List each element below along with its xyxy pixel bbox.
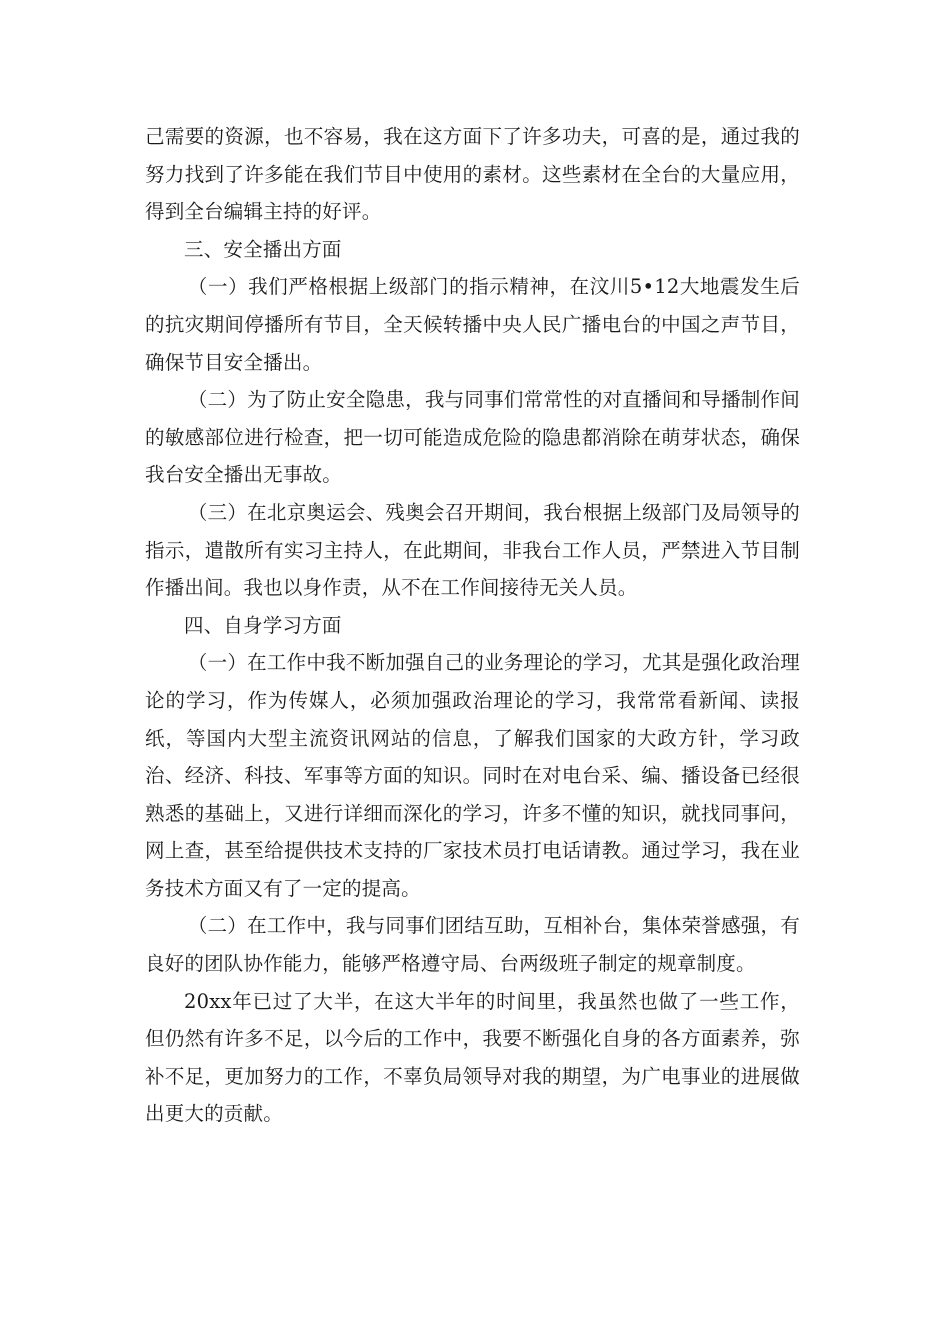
- paragraph-self-study-2: （二）在工作中，我与同事们团结互助，互相补台，集体荣誉感强，有良好的团队协作能力，能够严格遵守局、台两级班子制定的规章制度。: [145, 914, 800, 976]
- paragraph-safe-broadcast-2: （二）为了防止安全隐患，我与同事们常常性的对直播间和导播制作间的敏感部位进行检查，把一切可能造成危险的隐患都消除在萌芽状态，确保我台安全播出无事故。: [145, 388, 800, 487]
- paragraph-safe-broadcast-3: （三）在北京奥运会、残奥会召开期间，我台根据上级部门及局领导的指示，遣散所有实习主持人，在此期间，非我台工作人员，严禁进入节目制作播出间。我也以身作责，从不在工作间接待无关人员。: [145, 500, 800, 600]
- section-heading-safe-broadcast: 三、安全播出方面: [184, 237, 342, 261]
- paragraph-safe-broadcast-1: （一）我们严格根据上级部门的指示精神，在汶川5•12大地震发生后的抗灾期间停播所有节目，全天候转播中央人民广播电台的中国之声节目，确保节目安全播出。: [145, 275, 800, 374]
- paragraph-continuation: 己需要的资源，也不容易，我在这方面下了许多功夫，可喜的是，通过我的努力找到了许多能在我们节目中使用的素材。这些素材在全台的大量应用，得到全台编辑主持的好评。: [145, 125, 800, 224]
- paragraph-conclusion: 20xx年已过了大半，在这大半年的时间里，我虽然也做了一些工作，但仍然有许多不足，以今后的工作中，我要不断强化自身的各方面素养，弥补不足，更加努力的工作，不辜负局领导对我的期望，为广电事业的进展做出更大的贡献。: [145, 989, 800, 1126]
- paragraph-self-study-1: （一）在工作中我不断加强自己的业务理论的学习，尤其是强化政治理论的学习，作为传媒人，必须加强政治理论的学习，我常常看新闻、读报纸，等国内大型主流资讯网站的信息，了解我们国家的大政方针，学习政治、经济、科技、军事等方面的知识。同时在对电台采、编、播设备已经很熟悉的基础上，又进行详细而深化的学习，许多不懂的知识，就找同事问，网上查，甚至给提供技术支持的厂家技术员打电话请教。通过学习，我在业务技术方面又有了一定的提高。: [145, 651, 800, 900]
- document-body: [145, 118, 800, 1133]
- section-heading-self-study: 四、自身学习方面: [184, 613, 342, 637]
